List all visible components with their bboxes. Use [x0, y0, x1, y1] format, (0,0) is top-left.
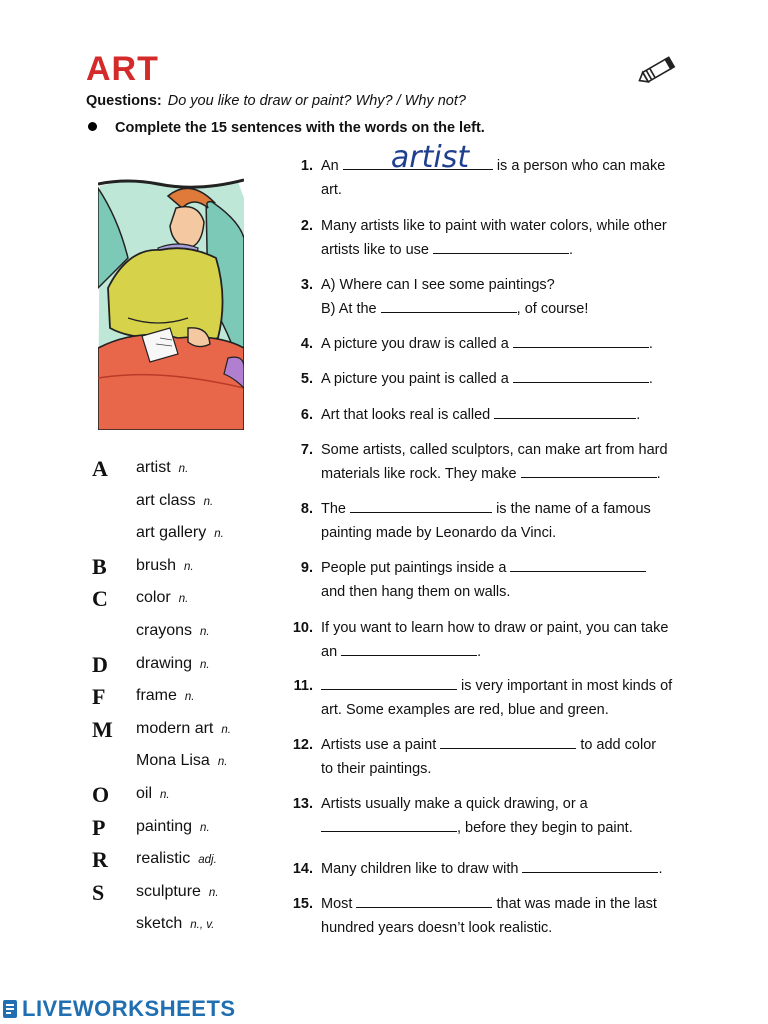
- question-text: .: [656, 466, 661, 482]
- question-text: If you want to learn how to draw or paint, you can take: [321, 620, 669, 636]
- pencil-icon: [636, 54, 678, 88]
- word-text: Mona Lisa: [136, 752, 210, 770]
- question-text: , before they begin to paint.: [457, 820, 633, 836]
- word-bank-letter: C: [92, 586, 108, 612]
- question-number: 10.: [292, 620, 313, 636]
- question-text: .: [648, 336, 653, 352]
- question-number: 5.: [300, 371, 313, 387]
- word-bank-item: [92, 782, 282, 815]
- word-text: crayons: [136, 621, 193, 639]
- answer-blank[interactable]: [341, 641, 477, 656]
- word-bank-item: [92, 880, 282, 913]
- word-text: sketch: [136, 915, 183, 933]
- question-text: is very important in most kinds of: [461, 678, 673, 694]
- word-bank-item: [92, 749, 282, 782]
- part-of-speech: n.: [203, 495, 214, 508]
- bullet-icon: [88, 122, 97, 131]
- question-text: to their paintings.: [321, 761, 432, 777]
- word-bank-word: [136, 589, 188, 607]
- question-number: 3.: [300, 277, 313, 293]
- word-bank-item: [92, 586, 282, 619]
- question-text: that was made in the last: [496, 896, 657, 912]
- word-text: painting: [136, 817, 193, 835]
- word-bank-item: [92, 717, 282, 750]
- word-text: sculpture: [136, 882, 201, 900]
- word-text: drawing: [136, 654, 193, 672]
- word-text: artist: [136, 459, 171, 476]
- word-bank-letter: S: [92, 879, 105, 905]
- word-bank-item: [92, 652, 282, 685]
- question-text: art.: [321, 182, 342, 198]
- liveworksheets-logo: [2, 999, 18, 1019]
- question-text: artists like to use: [321, 242, 429, 258]
- word-bank-word: [136, 492, 213, 510]
- question-text: Some artists, called sculptors, can make art from hard: [321, 442, 668, 458]
- footer-logo[interactable]: [2, 996, 236, 1022]
- word-bank-letter: B: [92, 553, 107, 579]
- answer-blank[interactable]: [321, 817, 457, 832]
- question-number: 9.: [300, 560, 313, 576]
- answer-blank[interactable]: [350, 498, 492, 513]
- part-of-speech: n.: [178, 463, 189, 475]
- word-bank-letter: F: [92, 684, 106, 710]
- answer-field-q1[interactable]: artist: [390, 140, 470, 175]
- question-text: Art that looks real is called: [321, 407, 491, 423]
- part-of-speech: n.: [178, 593, 189, 606]
- artist-illustration: [98, 178, 244, 430]
- question-number: 13.: [292, 796, 313, 812]
- question-text: An: [321, 158, 339, 174]
- part-of-speech: n.: [200, 658, 210, 671]
- word-bank-item: [92, 456, 282, 489]
- instruction: [88, 120, 485, 136]
- question-text: .: [477, 644, 482, 660]
- question-text: .: [569, 242, 574, 258]
- word-bank-item: [92, 521, 282, 554]
- word-bank: [92, 456, 282, 945]
- answer-blank[interactable]: [521, 463, 657, 478]
- part-of-speech: n., v.: [190, 919, 215, 932]
- part-of-speech: n.: [200, 625, 210, 638]
- answer-blank[interactable]: [321, 675, 457, 690]
- question-text: Many artists like to paint with water colors, while other: [321, 218, 667, 234]
- word-bank-letter: R: [92, 847, 108, 873]
- question-text: A) Where can I see some paintings?: [321, 277, 555, 293]
- word-bank-item: [92, 847, 282, 880]
- part-of-speech: n.: [184, 691, 195, 704]
- question-text: is a person who can make: [496, 158, 666, 174]
- question-text: Many children like to draw with: [321, 861, 519, 877]
- answer-blank[interactable]: [356, 893, 492, 908]
- word-bank-word: [136, 915, 214, 933]
- word-bank-word: [136, 883, 219, 901]
- word-bank-word: [136, 752, 227, 770]
- word-bank-letter: M: [92, 716, 113, 742]
- footer-brand: LIVEWORKSHEETS: [22, 996, 236, 1021]
- word-bank-item: [92, 684, 282, 717]
- question-text: painting made by Leonardo da Vinci.: [321, 525, 557, 541]
- word-text: art class: [136, 491, 196, 509]
- question-text: A picture you paint is called a: [321, 371, 509, 387]
- question-number: 11.: [293, 678, 313, 694]
- word-bank-word: [136, 655, 210, 673]
- part-of-speech: n.: [160, 788, 170, 801]
- question-number: 8.: [300, 501, 313, 517]
- word-bank-word: [136, 818, 210, 836]
- word-text: brush: [136, 556, 177, 574]
- question-number: 2.: [300, 218, 313, 234]
- question-text: The: [321, 501, 346, 517]
- question-text: Most: [321, 896, 353, 912]
- word-text: modern art: [136, 719, 214, 737]
- question-number: 14.: [292, 861, 313, 877]
- answer-blank[interactable]: [513, 333, 649, 348]
- question-text: Artists use a paint: [321, 737, 437, 753]
- word-bank-word: [136, 785, 170, 803]
- word-bank-word: [136, 459, 188, 477]
- question-number: 12.: [292, 737, 313, 753]
- question-text: is the name of a famous: [496, 501, 651, 517]
- part-of-speech: n.: [214, 528, 224, 541]
- question-text: A picture you draw is called a: [321, 336, 509, 352]
- word-text: oil: [136, 784, 153, 802]
- questions-label: Questions:: [86, 93, 162, 109]
- question-text: an: [321, 644, 338, 660]
- answer-blank[interactable]: [433, 239, 569, 254]
- question-text: materials like rock. They make: [321, 466, 517, 482]
- answer-blank[interactable]: [513, 368, 649, 383]
- word-bank-item: [92, 489, 282, 522]
- answer-blank[interactable]: [381, 298, 517, 313]
- part-of-speech: n.: [200, 821, 210, 834]
- word-text: color: [136, 589, 171, 607]
- questions-text: Do you like to draw or paint? Why? / Why not?: [167, 93, 466, 109]
- question-number: 6.: [300, 407, 313, 423]
- answer-blank[interactable]: [510, 557, 646, 572]
- part-of-speech: n.: [208, 886, 219, 899]
- word-bank-item: [92, 619, 282, 652]
- question-text: hundred years doesn’t look realistic.: [321, 920, 553, 936]
- question-text: B) At the: [321, 301, 377, 317]
- part-of-speech: adj.: [198, 854, 217, 867]
- questions-line: [86, 93, 466, 109]
- answer-blank[interactable]: [494, 404, 636, 419]
- part-of-speech: n.: [221, 723, 231, 736]
- question-number: 1.: [300, 158, 313, 174]
- word-bank-letter: O: [92, 781, 110, 807]
- word-bank-item: [92, 815, 282, 848]
- word-bank-letter: A: [92, 456, 108, 481]
- word-text: art gallery: [136, 524, 207, 542]
- instruction-text: Complete the 15 sentences with the words on the left.: [115, 120, 485, 136]
- question-text: Artists usually make a quick drawing, or a: [321, 796, 588, 812]
- part-of-speech: n.: [217, 756, 228, 769]
- word-text: realistic: [136, 850, 191, 868]
- word-bank-word: [136, 557, 194, 575]
- word-bank-letter: P: [92, 814, 106, 840]
- question-number: 7.: [300, 442, 313, 458]
- page-title: ART: [86, 50, 159, 88]
- part-of-speech: n.: [184, 560, 194, 573]
- question-text: , of course!: [516, 301, 589, 317]
- question-text: .: [648, 371, 653, 387]
- question-text: to add color: [580, 737, 657, 753]
- word-bank-word: [136, 720, 231, 738]
- word-bank-item: [92, 912, 282, 945]
- word-bank-item: [92, 554, 282, 587]
- question-text: and then hang them on walls.: [321, 584, 511, 600]
- word-bank-word: [136, 850, 217, 868]
- question-text: .: [658, 861, 663, 877]
- word-bank-word: [136, 622, 210, 640]
- word-bank-word: [136, 687, 195, 705]
- question-number: 4.: [300, 336, 313, 352]
- answer-blank[interactable]: [522, 858, 658, 873]
- word-bank-word: [136, 524, 224, 542]
- word-text: frame: [136, 687, 177, 705]
- word-bank-letter: D: [92, 651, 108, 677]
- question-text: People put paintings inside a: [321, 560, 507, 576]
- question-number: 15.: [292, 896, 313, 912]
- answer-blank[interactable]: [440, 734, 576, 749]
- answer-blank[interactable]: [343, 155, 493, 170]
- question-text: .: [636, 407, 641, 423]
- question-text: art. Some examples are red, blue and green.: [321, 702, 609, 718]
